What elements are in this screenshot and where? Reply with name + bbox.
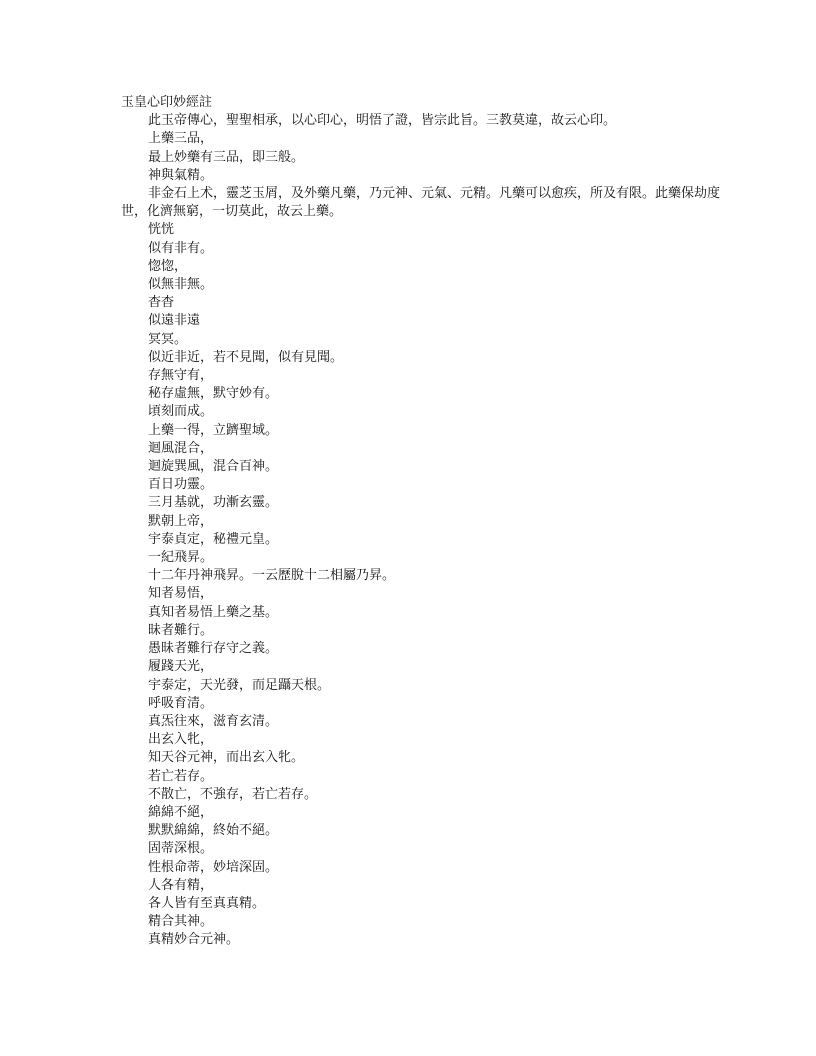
commentary-line: 似遠非遠 <box>148 313 201 329</box>
commentary-line: 真炁往來，滋育玄清。 <box>148 713 279 729</box>
document-title: 玉皇心印妙經註 <box>121 95 213 110</box>
commentary-line: 宇泰貞定，秘禮元皇。 <box>148 531 279 547</box>
commentary-line: 秘存虛無，默守妙有。 <box>148 386 279 402</box>
commentary-line: 迴旋巽風，混合百神。 <box>148 459 279 475</box>
verse-line: 百日功靈。 <box>148 477 214 493</box>
commentary-line: 真精妙合元神。 <box>148 932 240 948</box>
commentary-line: 最上妙藥有三品，即三般。 <box>148 149 305 165</box>
verse-line: 一紀飛昇。 <box>148 550 214 566</box>
commentary-line: 似有非有。 <box>148 240 214 256</box>
verse-line: 存無守有， <box>148 368 214 384</box>
commentary-line: 似近非近，若不見聞，似有見聞。 <box>148 349 344 365</box>
verse-line: 出玄入牝， <box>148 732 214 748</box>
verse-line: 上藥三品， <box>148 131 214 147</box>
verse-line: 恍恍 <box>148 222 175 238</box>
commentary-line: 此玉帝傳心，聖聖相承，以心印心，明悟了證，皆宗此旨。三教莫違，故云心印。 <box>148 113 617 129</box>
commentary-line: 三月基就，功漸玄靈。 <box>148 495 279 511</box>
commentary-line: 宇泰定，天光發，而足躡天根。 <box>148 677 331 693</box>
verse-line: 頃刻而成。 <box>148 404 214 420</box>
verse-line: 昧者難行。 <box>148 622 214 638</box>
verse-line: 迴風混合， <box>148 440 214 456</box>
verse-line: 杳杳 <box>148 295 175 311</box>
commentary-line: 非金石上术，靈芝玉屑，及外藥凡藥，乃元神、元氣、元精。凡藥可以愈疾，所及有限。此藥保劫度世，化濟無窮，一切莫此，故云上藥。 <box>121 186 721 220</box>
commentary-line: 似無非無。 <box>148 277 214 293</box>
verse-line: 呼吸育清。 <box>148 695 214 711</box>
verse-line: 神與氣精。 <box>148 167 214 183</box>
commentary-line: 上藥一得，立躋聖域。 <box>148 422 279 438</box>
document-page <box>121 94 721 950</box>
verse-line: 知者易悟， <box>148 586 214 602</box>
verse-line: 惚惚， <box>148 258 188 274</box>
verse-line: 精合其神。 <box>148 914 214 930</box>
commentary-line: 性根命蒂，妙培深固。 <box>148 859 279 875</box>
commentary-line: 知天谷元神，而出玄入牝。 <box>148 750 305 766</box>
commentary-line: 各人皆有至真真精。 <box>148 895 266 911</box>
verse-line: 綿綿不絕， <box>148 804 214 820</box>
verse-line: 冥冥。 <box>148 331 188 347</box>
verse-line: 人各有精， <box>148 877 214 893</box>
commentary-line: 愚昧者難行存守之義。 <box>148 641 279 657</box>
verse-line: 履踐天光， <box>148 659 214 675</box>
verse-line: 默朝上帝， <box>148 513 214 529</box>
commentary-line: 不散亡，不強存，若亡若存。 <box>148 786 318 802</box>
commentary-line: 真知者易悟上藥之基。 <box>148 604 279 620</box>
commentary-line: 十二年丹神飛昇。一云歷脫十二相屬乃昇。 <box>148 568 396 584</box>
verse-line: 固蒂深根。 <box>148 841 214 857</box>
verse-line: 若亡若存。 <box>148 768 214 784</box>
commentary-line: 默默綿綿，終始不絕。 <box>148 823 279 839</box>
